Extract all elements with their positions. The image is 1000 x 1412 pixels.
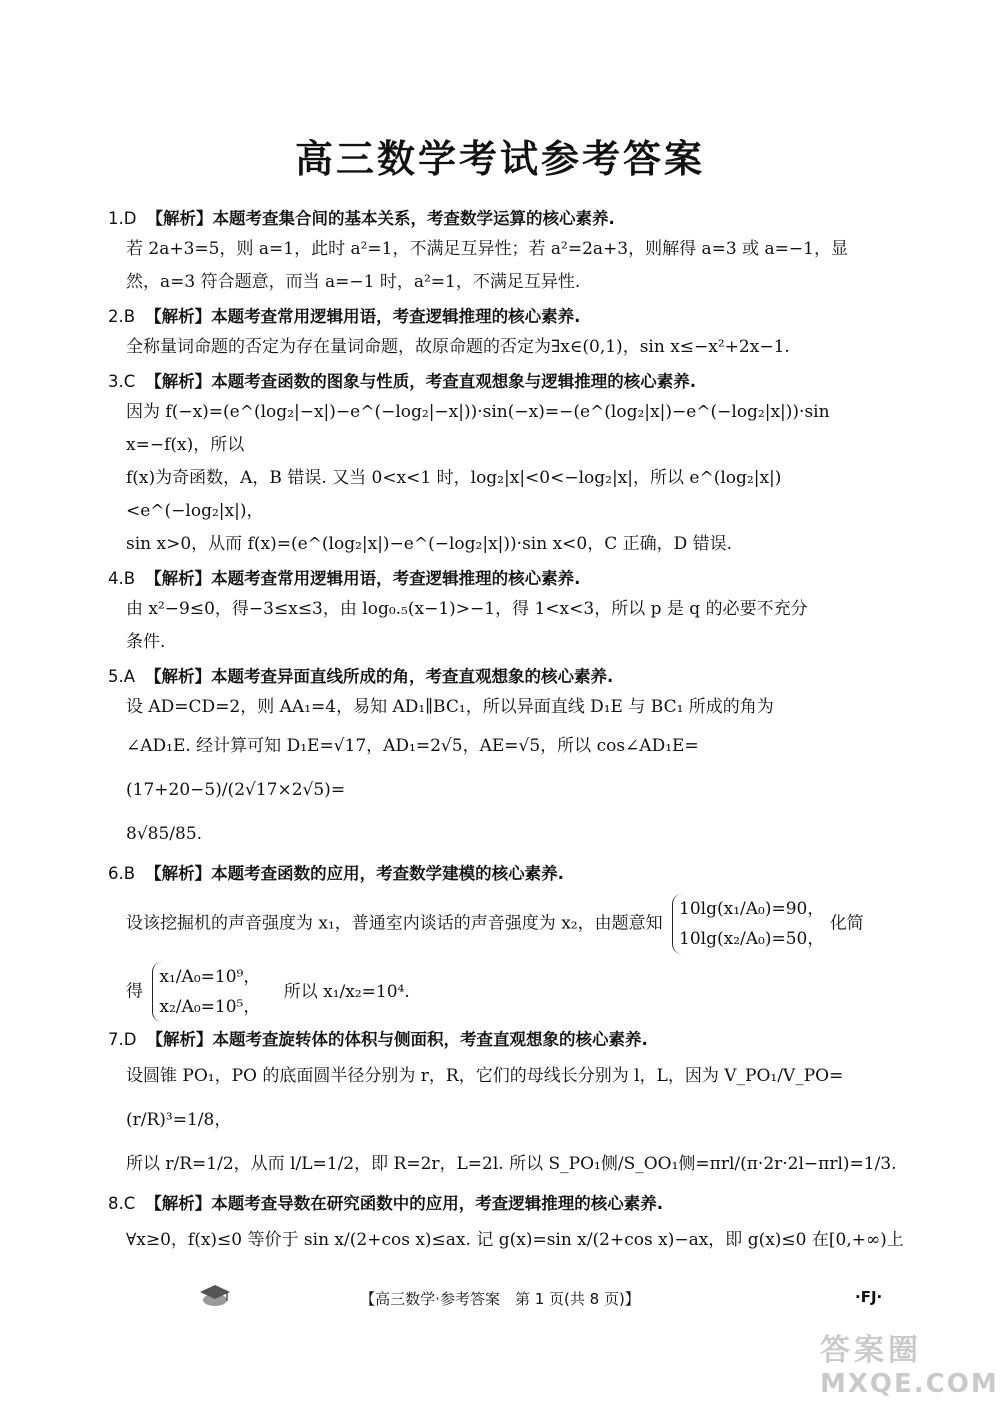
question-number: 8.C (108, 1194, 136, 1213)
solution-line: 所以 r/R=1/2，从而 l/L=1/2，即 R=2r，L=2l. 所以 S_PO₁侧/S_OO₁侧=πrl/(π·2r·2l−πrl)=1/3. (126, 1154, 897, 1174)
solution-line: 因为 f(−x)=(e^(log₂|−x|)−e^(−log₂|−x|))·sin(−x)=−(e^(log₂|x|)−e^(−log₂|x|))·sin x=−f(x)，所以 (126, 402, 830, 455)
solution-line: 设 AD=CD=2，则 AA₁=4，易知 AD₁∥BC₁，所以异面直线 D₁E 与 BC₁ 所成的角为 (126, 697, 774, 717)
question-heading: 【解析】本题考查常用逻辑用语，考查逻辑推理的核心素养. (145, 307, 581, 326)
question-4 (108, 565, 908, 659)
question-heading: 【解析】本题考查函数的应用，考查数学建模的核心素养. (145, 864, 564, 883)
question-6 (108, 860, 908, 1022)
question-5 (108, 663, 908, 856)
solution-line: 条件. (126, 632, 166, 652)
solution-line: 全称量词命题的否定为存在量词命题，故原命题的否定为∃x∈(0,1)，sin x≤−x²+2x−1. (126, 337, 790, 357)
question-number: 4.B (108, 569, 136, 588)
solution-text: 得 (126, 981, 143, 1002)
equation: x₂/A₀=10⁵， (159, 997, 261, 1017)
watermark (820, 1325, 999, 1405)
question-number: 7.D (108, 1030, 137, 1049)
question-3 (108, 368, 908, 561)
question-heading: 【解析】本题考查导数在研究函数中的应用，考查逻辑推理的核心素养. (145, 1194, 664, 1213)
question-heading: 【解析】本题考查常用逻辑用语，考查逻辑推理的核心素养. (145, 569, 581, 588)
footer-label: 【高三数学·参考答案 第 1 页(共 8 页)】 (360, 1290, 640, 1308)
solution-text: 所以 x₁/x₂=10⁴. (283, 981, 410, 1002)
solution-line: 若 2a+3=5，则 a=1，此时 a²=1，不满足互异性；若 a²=2a+3，则解得 a=3 或 a=−1，显 (126, 239, 848, 259)
equation: 10lg(x₂/A₀)=50， (679, 929, 825, 949)
watermark-url: MXQE.COM (820, 1369, 999, 1399)
question-8 (108, 1190, 908, 1262)
solution-line: 设该挖掘机的声音强度为 x₁，普通室内谈话的声音强度为 x₂，由题意知 (126, 913, 663, 934)
solution-line: ∀x≥0，f(x)≤0 等价于 sin x/(2+cos x)≤ax. 记 g(x)=sin x/(2+cos x)−ax，即 g(x)≤0 在[0,+∞)上 (126, 1230, 904, 1250)
solution-text: 化简 (829, 913, 864, 934)
solution-line: f(x)为奇函数，A，B 错误. 又当 0<x<1 时，log₂|x|<0<−log₂|x|，所以 e^(log₂|x|)<e^(−log₂|x|)， (126, 468, 782, 521)
question-number: 1.D (108, 209, 137, 228)
question-heading: 【解析】本题考查旋转体的体积与侧面积，考查直观想象的核心素养. (146, 1030, 648, 1049)
question-1 (108, 205, 908, 299)
footer-code: ·FJ· (855, 1288, 883, 1306)
question-number: 3.C (108, 372, 136, 391)
question-7 (108, 1026, 908, 1186)
equation: 10lg(x₁/A₀)=90， (679, 899, 825, 919)
solution-line: sin x>0，从而 f(x)=(e^(log₂|x|)−e^(−log₂|x|))·sin x<0，C 正确，D 错误. (126, 534, 733, 554)
solution-line: ∠AD₁E. 经计算可知 D₁E=√17，AD₁=2√5，AE=√5，所以 cos∠AD₁E=(17+20−5)/(2√17×2√5)= (126, 736, 699, 800)
equation-system (672, 894, 824, 954)
equation: x₁/A₀=10⁹， (159, 967, 261, 987)
question-number: 2.B (108, 307, 136, 326)
solution-line: 设圆锥 PO₁，PO 的底面圆半径分别为 r，R，它们的母线长分别为 l，L，因为 V_PO₁/V_PO=(r/R)³=1/8， (126, 1066, 844, 1130)
watermark-text: 答案圈 (820, 1333, 922, 1368)
question-heading: 【解析】本题考查函数的图象与性质，考查直观想象与逻辑推理的核心素养. (145, 372, 697, 391)
equation-system (152, 962, 260, 1022)
answer-list (108, 205, 908, 1266)
page-title: 高三数学考试参考答案 (294, 137, 705, 181)
question-number: 5.A (108, 667, 136, 686)
question-heading: 【解析】本题考查异面直线所成的角，考查直观想象的核心素养. (145, 667, 614, 686)
solution-line: 然，a=3 符合题意，而当 a=−1 时，a²=1，不满足互异性. (126, 272, 581, 292)
question-heading: 【解析】本题考查集合间的基本关系，考查数学运算的核心素养. (146, 209, 615, 228)
question-2 (108, 303, 908, 364)
solution-line: 由 x²−9≤0，得−3≤x≤3，由 log₀.₅(x−1)>−1，得 1<x<3，所以 p 是 q 的必要不充分 (126, 599, 808, 619)
question-number: 6.B (108, 864, 136, 883)
solution-line: 8√85/85. (126, 824, 203, 844)
